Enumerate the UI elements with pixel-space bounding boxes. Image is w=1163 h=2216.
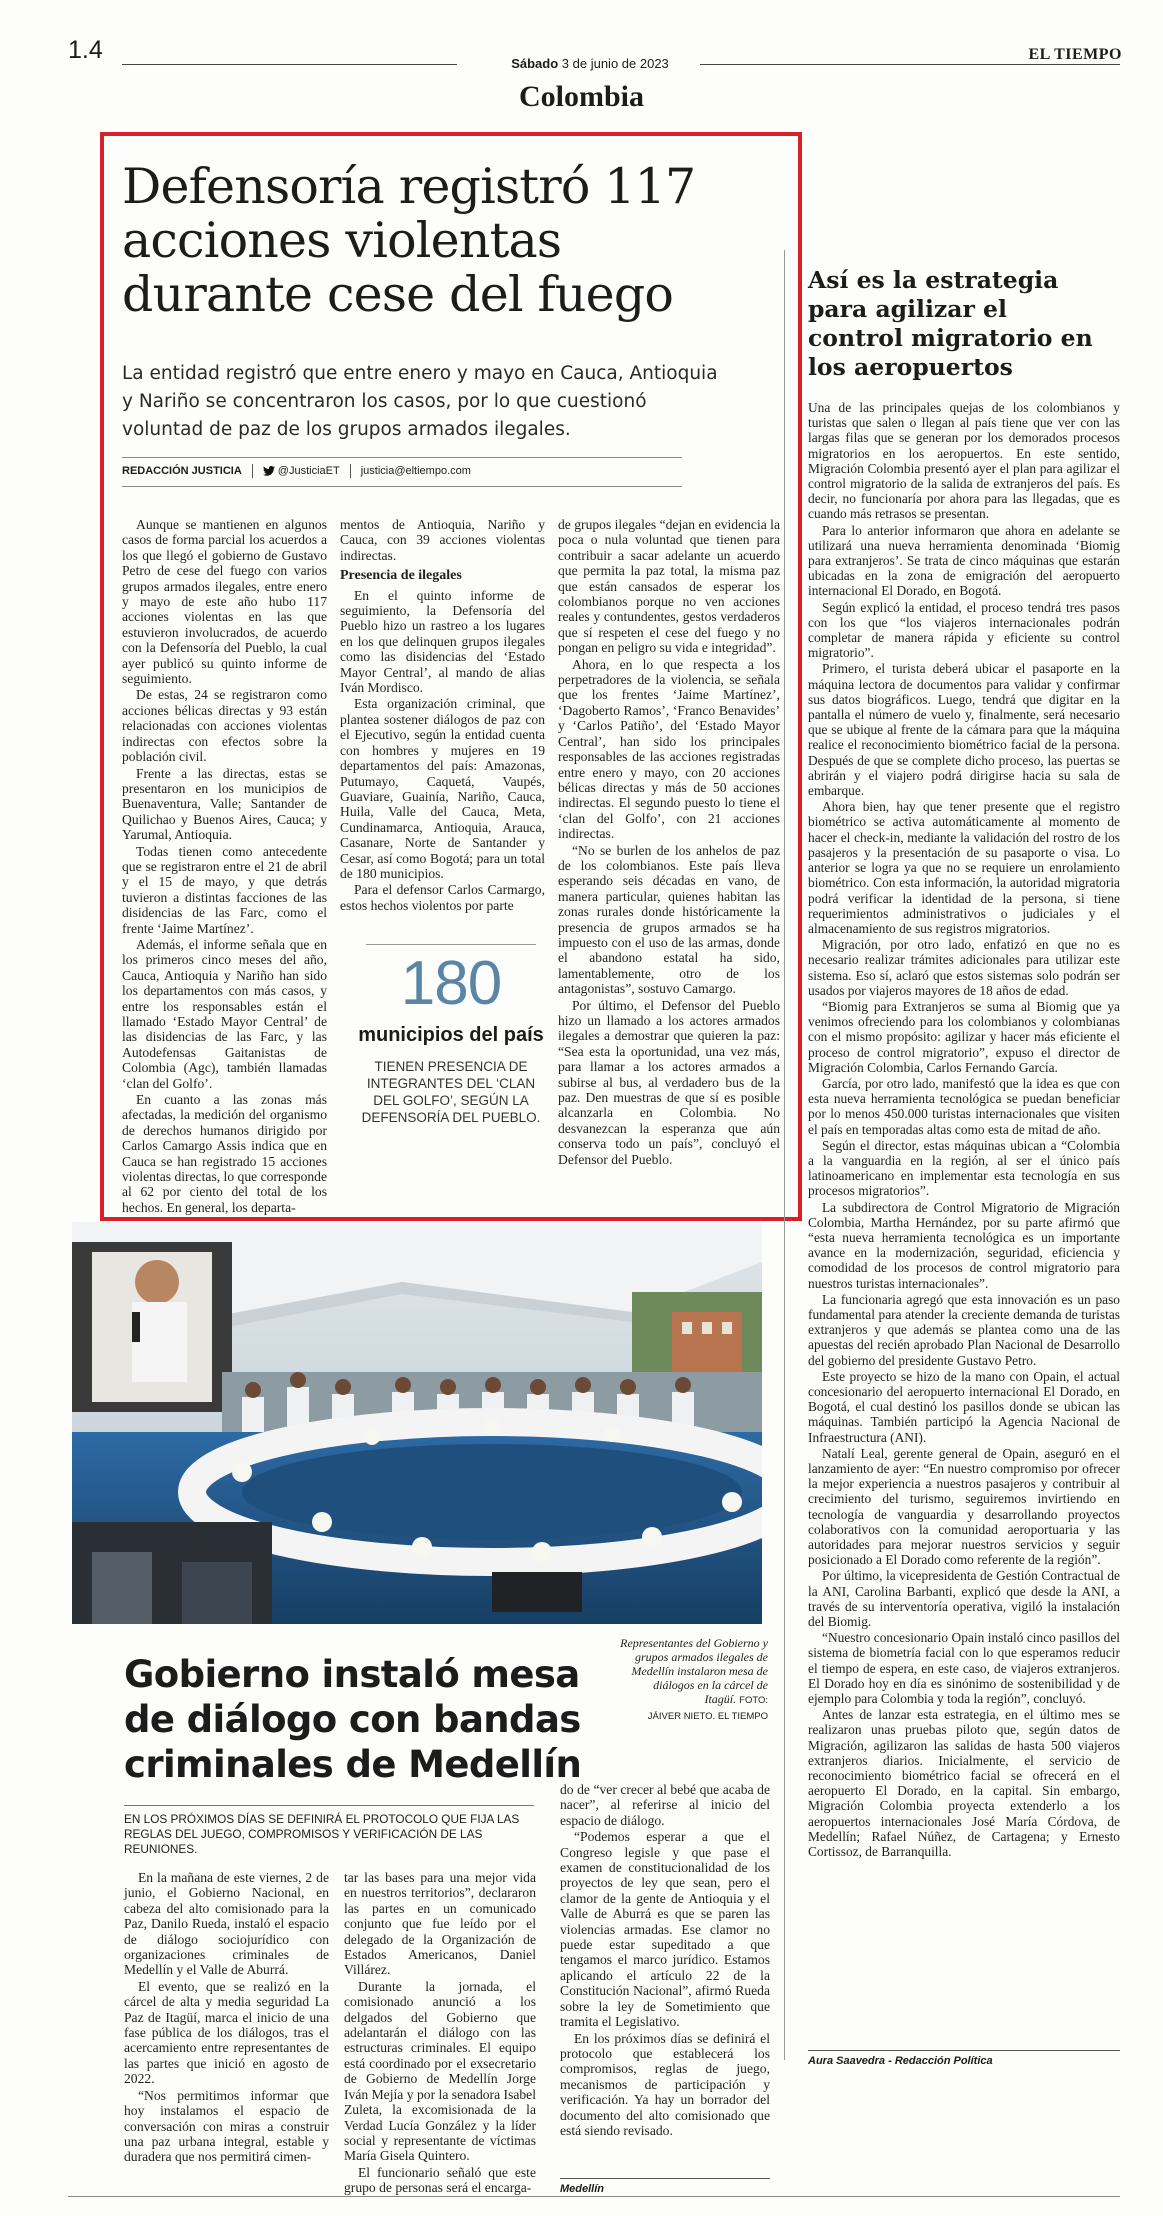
main-column-1 <box>122 517 327 1216</box>
byline-email[interactable]: justicia@eltiempo.com <box>360 465 471 477</box>
byline-divider <box>252 464 253 478</box>
bottom-headline: Gobierno instaló mesa de diálogo con bandas criminales de Medellín <box>124 1653 582 1786</box>
paragraph: Según el director, estas máquinas ubican a “Colombia a la vanguardia en la región, al ser el único país latinoamericano en implementar esta tecnología en sus procesos migratorios”. <box>808 1137 1120 1199</box>
main-headline: Defensoría registró 117 acciones violentas durante cese del fuego <box>122 158 696 323</box>
paragraph: En la mañana de este viernes, 2 de junio, el Gobierno Nacional, en cabeza del alto comisionado para la Paz, Danilo Rueda, instaló el espacio de diálogo sociojurídico con organizaciones criminales de Medellín y el Valle de Aburrá. <box>124 1870 329 1978</box>
callout-description: TIENEN PRESENCIA DE INTEGRANTES DEL ‘CLAN DEL GOLFO’, SEGÚN LA DEFENSORÍA DEL PUEBLO. <box>361 1059 541 1125</box>
page-number: 1.4 <box>68 36 103 64</box>
paragraph: Aunque se mantienen en algunos casos de forma parcial los acuerdos a los que llegó el gobierno de Gustavo Petro de cese del fuego con varios grupos armados ilegales, entre enero y mayo de este año hubo 117 acciones violentas en las que estuvieron involucrados, de acuerdo con la Defensoría del Pueblo, la cual ayer publicó su quinto informe de seguimiento. <box>122 517 327 687</box>
paragraph: Para lo anterior informaron que ahora en adelante se utilizará una nueva herramienta denominada ‘Biomig para extranjeros’. Se trata de cinco máquinas que estarán ubicadas en la zona de emigración del aeropuerto internacional El Dorado, en Bogotá. <box>808 522 1120 599</box>
byline-author: REDACCIÓN JUSTICIA <box>122 465 242 477</box>
bottom-column-1 <box>124 1870 329 2166</box>
paragraph: En el quinto informe de seguimiento, la Defensoría del Pueblo hizo un rastreo a los lugares en los que delinquen grupos ilegales como las disidencias del ‘Estado Mayor Central’, al mando de alias Iván Mordisco. <box>340 587 545 696</box>
issue-date <box>490 56 690 71</box>
callout-label: municipios del país <box>358 1024 544 1046</box>
header-rule-right <box>700 64 1120 65</box>
byline <box>122 464 682 478</box>
photo-illustration <box>72 1222 762 1624</box>
issue-date-text: 3 de junio de 2023 <box>561 56 669 71</box>
paragraph: Natalí Leal, gerente general de Opain, aseguró en el lanzamiento de ayer: “En nuestro compromiso por ofrecer la mejor experiencia a nuestros pasajeros y contribuir al crecimiento del turismo, seguiremos invirtiendo en tecnología de vanguardia y desarrollando proyectos colaborativos con la comunidad aeroportuaria y las autoridades para mejorar nuestros servicios y seguir posicionado a El Dorado como referente de la región”. <box>808 1445 1120 1568</box>
paragraph: El evento, que se realizó en la cárcel de alta y media seguridad La Paz de Itagüí, marca el inicio de una fase pública de los diálogos, tras el acercamiento entre representantes de las partes que inició en agosto de 2022. <box>124 1978 329 2087</box>
paragraph: La subdirectora de Control Migratorio de Migración Colombia, Martha Hernández, por su parte afirmó que “esta nueva herramienta tecnológica es un importante avance en la modernización, seguridad, eficiencia y comodidad de los procesos de control migratorio para nuestros turistas internacionales”. <box>808 1199 1120 1291</box>
paragraph: Todas tienen como antecedente que se registraron entre el 21 de abril y el 15 de mayo, y que detrás tuvieron a distintas facciones de las disidencias de las Farc, como el frente ‘Jaime Martínez’. <box>122 843 327 936</box>
dek-rule <box>124 1805 534 1806</box>
byline-divider <box>350 464 351 478</box>
paragraph: “Biomig para Extranjeros se suma al Biomig que ya venimos ofreciendo para los colombianos y colombianas con el mismo propósito: agilizar y hacer más eficiente el proceso de control migratorio”, expuso el director de Migración Colombia, Carlos Fernando García. <box>808 998 1120 1075</box>
photo-credit-prefix: FOTO: <box>739 1695 768 1706</box>
paragraph: Este proyecto se hizo de la mano con Opain, el actual concesionario del aeropuerto internacional El Dorado, en Bogotá, el cual destinó los pasillos donde se ubican las máquinas. También participó la Agencia Nacional de Infraestructura (ANI). <box>808 1368 1120 1445</box>
paragraph: do de “ver crecer al bebé que acaba de nacer”, al referirse al inicio del espacio de diálogo. <box>560 1782 770 1828</box>
bottom-column-3 <box>560 1782 770 2139</box>
paragraph: Una de las principales quejas de los colombianos y turistas que salen o llegan al país tiene que ver con las largas filas que se generan por los demorados procesos migratorios en los aeropuertos. En este sentido, Migración Colombia presentó ayer el plan para agilizar el control migratorio de la salida de extranjeros del país. Es decir, no funcionaría por ahora para las llegadas, que es cuando más retrasos se presentan. <box>808 400 1120 522</box>
header-rule-left <box>122 64 457 65</box>
paragraph: Ahora bien, hay que tener presente que el registro biométrico se activa automáticamente al momento de hacer el check-in, mediante la validación del rostro de los pasajeros y la presentación de su pasaporte o visa. Lo anterior se logra ya que no se requiere un enrolamiento biométrico. Con esta información, la autoridad migratoria podrá verificar la identidad de la persona, si tiene requerimientos administrativos o judiciales y el almacenamiento de sus registros migratorios. <box>808 799 1120 936</box>
paragraph: Según explicó la entidad, el proceso tendrá tres pasos con los que “los viajeros internacionales podrán completar de manera rápida y eficiente su control migratorio”. <box>808 599 1120 661</box>
paragraph: Durante la jornada, el comisionado anunció a los delgados del Gobierno que adelantarán el diálogo con las estructuras criminales. El equipo está coordinado por el exsecretario de Gobierno de Medellín Jorge Iván Mejía y por la senadora Isabel Zuleta, la excomisionada de la Verdad Lucía González y la líder social y representante de víctimas María Gisela Quintero. <box>344 1978 536 2164</box>
footer-rule <box>68 2196 1120 2197</box>
signature-rule <box>808 2050 1120 2051</box>
paragraph: Esta organización criminal, que plantea sostener diálogos de paz con el Ejecutivo, según la entidad cuenta con hombres y mujeres en 19 departamentos del país: Amazonas, Putumayo, Caquetá, Vaupés, Guaviare, Guainía, Nariño, Cauca, Huila, Valle del Cauca, Meta, Cundinamarca, Antioquia, Arauca, Casanare, Norte de Santander y Cesar, así como Bogotá; para un total de 180 municipios. <box>340 696 545 881</box>
paragraph: Primero, el turista deberá ubicar el pasaporte en la máquina lectora de documentos para validar y confirmar sus datos biográficos. Luego, tendrá que digitar en la pantalla el número de vuelo y, finalmente, será necesario que se ubique al frente de la cámara para que la máquina realice el reconocimiento biométrico facial de la persona. Después de que se complete dicho proceso, las puertas se abrirán y el viajero podrá dirigirse hacia su sala de embarque. <box>808 661 1120 799</box>
callout-rule <box>366 944 536 945</box>
subheading: Presencia de ilegales <box>340 568 462 584</box>
paragraph: Para el defensor Carlos Carmargo, estos hechos violentos por parte <box>340 882 545 913</box>
paragraph: La funcionaria agregó que esta innovación es un paso fundamental para atender la creciente demanda de turistas extranjeros y que además se plantea como una de las apuestas del recién aprobado Plan Nacional de Desarrollo del gobierno del presidente Gustavo Petro. <box>808 1291 1120 1368</box>
paragraph: “Nos permitimos informar que hoy instalamos el espacio de conversación con miras a construir una paz urbana integral, estable y duradera que nos permitirá cimen- <box>124 2087 329 2165</box>
caption-text: Representantes del Gobierno y grupos armados ilegales de Medellín instalaron mesa de diálogos en la cárcel de Itagüí. <box>620 1636 768 1706</box>
paragraph: En cuanto a las zonas más afectadas, la medición del organismo de derechos humanos dirigido por Carlos Camargo Assis indica que en Cauca se han registrado 15 acciones violentas directas, lo que corresponde al 62 por ciento del total de los hechos. En general, los departa- <box>122 1092 327 1215</box>
main-column-3 <box>558 517 780 1168</box>
paragraph: Ahora, en lo que respecta a los perpetradores de la violencia, se señala que los frentes ‘Jaime Martínez’, ‘Dagoberto Ramos’, ‘Franco Benavides’ y ‘Carlos Patiño’, del ‘Estado Mayor Central’, han sido los principales responsables de las acciones registradas entre enero y mayo, con 20 acciones bélicas directas y más de 50 acciones indirectas. El segundo puesto lo tiene el ‘clan del Golfo’, con 21 acciones indirectas. <box>558 656 780 842</box>
main-dek: La entidad registró que entre enero y mayo en Cauca, Antioquia y Nariño se concentraron los casos, por lo que cuestionó voluntad de paz de los grupos armados ilegales. <box>122 363 718 440</box>
side-signature: Aura Saavedra - Redacción Política <box>808 2055 993 2067</box>
newspaper-brand: EL TIEMPO <box>1028 46 1122 63</box>
paragraph: De estas, 24 se registraron como acciones bélicas directas y 93 están relacionadas con acciones violentas indirectas con efectos sobre la población civil. <box>122 687 327 765</box>
paragraph: mentos de Antioquia, Nariño y Cauca, con 39 acciones violentas indirectas. <box>340 517 545 563</box>
paragraph: Además, el informe señala que en los primeros cinco meses del año, Cauca, Antioquia y Nariño han sido los departamentos con más casos, y entre los responsables están el llamado ‘Estado Mayor Central’ de las disidencias de las Farc, y las Autodefensas Gaitanistas de Colombia (Agc), también llamadas ‘clan del Golfo’. <box>122 936 327 1091</box>
photo-caption <box>620 1636 768 1724</box>
bottom-signature: Medellín <box>560 2183 605 2195</box>
twitter-handle[interactable]: @JusticiaET <box>277 465 340 477</box>
callout-number: 180 <box>400 949 502 1018</box>
paragraph: Por último, la vicepresidenta de Gestión Contractual de la ANI, Carolina Barbanti, explicó que desde la ANI, a través de su interventoría operativa, vigiló la instalación del Biomig. <box>808 1568 1120 1630</box>
news-photo <box>72 1222 762 1624</box>
twitter-bird-icon <box>263 466 275 476</box>
section-title: Colombia <box>518 80 644 113</box>
paragraph: Por último, el Defensor del Pueblo hizo un llamado a los actores armados ilegales a demostrar que quieren la paz: “Sea esta la oportunidad, una vez más, para llamar a los actores armados a subirse al bus, al verdadero bus de la paz. Den muestras de que sí es posible alcanzarla en Colombia. No desvanezcan la esperanza que aún conserva todo un país”, concluyó el Defensor del Pueblo. <box>558 997 780 1167</box>
bottom-column-2 <box>344 1870 536 2197</box>
side-body <box>808 400 1120 1860</box>
byline-rule-top <box>122 457 682 458</box>
signature-rule <box>560 2178 770 2179</box>
side-headline: Así es la estrategia para agilizar el control migratorio en los aeropuertos <box>808 266 1093 381</box>
paragraph: Migración, por otro lado, enfatizó en que no es necesario realizar trámites adicionales para utilizar este sistema. Eso sí, aclaró que estos sistemas solo podrán ser usados por viajeros mayores de 18 años de edad. <box>808 937 1120 998</box>
photo-credit: JÁIVER NIETO. EL TIEMPO <box>647 1711 768 1722</box>
paragraph: “Nuestro concesionario Opain instaló cinco pasillos del sistema de biometría facial con lo que esperamos reducir el tiempo de espera, en este caso, de viajeros extranjeros. El Dorado hoy en día es sinónimo de sostenibilidad y de ejemplo para Colombia y toda la región”, concluyó. <box>808 1630 1120 1707</box>
paragraph: “No se burlen de los anhelos de paz de los colombianos. Este país lleva esperando seis décadas en vano, de manera particular, quienes habitan las zonas rurales donde históricamente la presencia de grupos armados se ha impuesto con el uso de las armas, donde el abandono estatal ha sido, lamentablemente, otro de los antagonistas”, sostuvo Camargo. <box>558 842 780 997</box>
paragraph: Antes de lanzar esta estrategia, en el último mes se realizaron unas pruebas piloto que, según datos de Migración, agilizaron las salidas de hasta 500 viajeros extranjeros diarios. Inicialmente, el servicio de reconocimiento biométrico facial se ofrecerá en el aeropuerto El Dorado, en la capital. Sin embargo, Migración Colombia proyecta extenderlo a los aeropuertos internacionales José María Córdova, de Medellín; Rafael Núñez, de Cartagena; y Ernesto Cortissoz, de Barranquilla. <box>808 1707 1120 1860</box>
main-column-2 <box>340 517 545 914</box>
byline-twitter <box>263 465 340 477</box>
byline-rule-bottom <box>122 486 682 487</box>
bottom-dek: EN LOS PRÓXIMOS DÍAS SE DEFINIRÁ EL PROTOCOLO QUE FIJA LAS REGLAS DEL JUEGO, COMPROMISOS Y VERIFICACIÓN DE LAS REUNIONES. <box>124 1812 520 1856</box>
paragraph: García, por otro lado, manifestó que la idea es que con esta nueva herramienta tecnológica se puedan beneficiar por lo menos 450.000 turistas internacionales que visiten el país en temporadas altas como esta de mitad de año. <box>808 1075 1120 1137</box>
paragraph: de grupos ilegales “dejan en evidencia la poca o nula voluntad que tienen para contribuir a sacar adelante un acuerdo que permita la paz total, la misma paz que están cansados de esperar los colombianos porque no ven acciones reales y contundentes, gestos verdaderos que sí respeten el cese del fuego y no pongan en peligro su vida e integridad”. <box>558 517 780 656</box>
paragraph: El funcionario señaló que este grupo de personas será el encarga- <box>344 2164 536 2196</box>
paragraph: Frente a las directas, estas se presentaron en los municipios de Buenaventura, Valle; Santander de Quilichao y Buenos Aires, Cauca; y Yarumal, Antioquia. <box>122 765 327 843</box>
issue-day: Sábado <box>511 56 559 71</box>
paragraph: tar las bases para una mejor vida en nuestros territorios”, declararon las partes en un comunicado conjunto que fue leído por el delegado de la Organización de Estados Americanos, Daniel Villárez. <box>344 1870 536 1978</box>
column-divider <box>784 250 785 2060</box>
paragraph: En los próximos días se definirá el protocolo que establecerá los compromisos, reglas de juego, mecanismos de participación y verificación. Ya hay un borrador del documento del alto comisionado que está siendo revisado. <box>560 2030 770 2138</box>
paragraph: “Podemos esperar a que el Congreso legisle y que pase el examen de constitucionalidad de los proyectos de ley que sean, pero el clamor de la gente de Antioquia y el Valle de Aburrá es que se paren las violencias armadas. Ese clamor no puede estar supeditado a que tengamos el marco jurídico. Estamos aplicando el artículo 22 de la Constitución Nacional”, afirmó Rueda sobre la ley de Sometimiento que tramita el Legislativo. <box>560 1829 770 2030</box>
